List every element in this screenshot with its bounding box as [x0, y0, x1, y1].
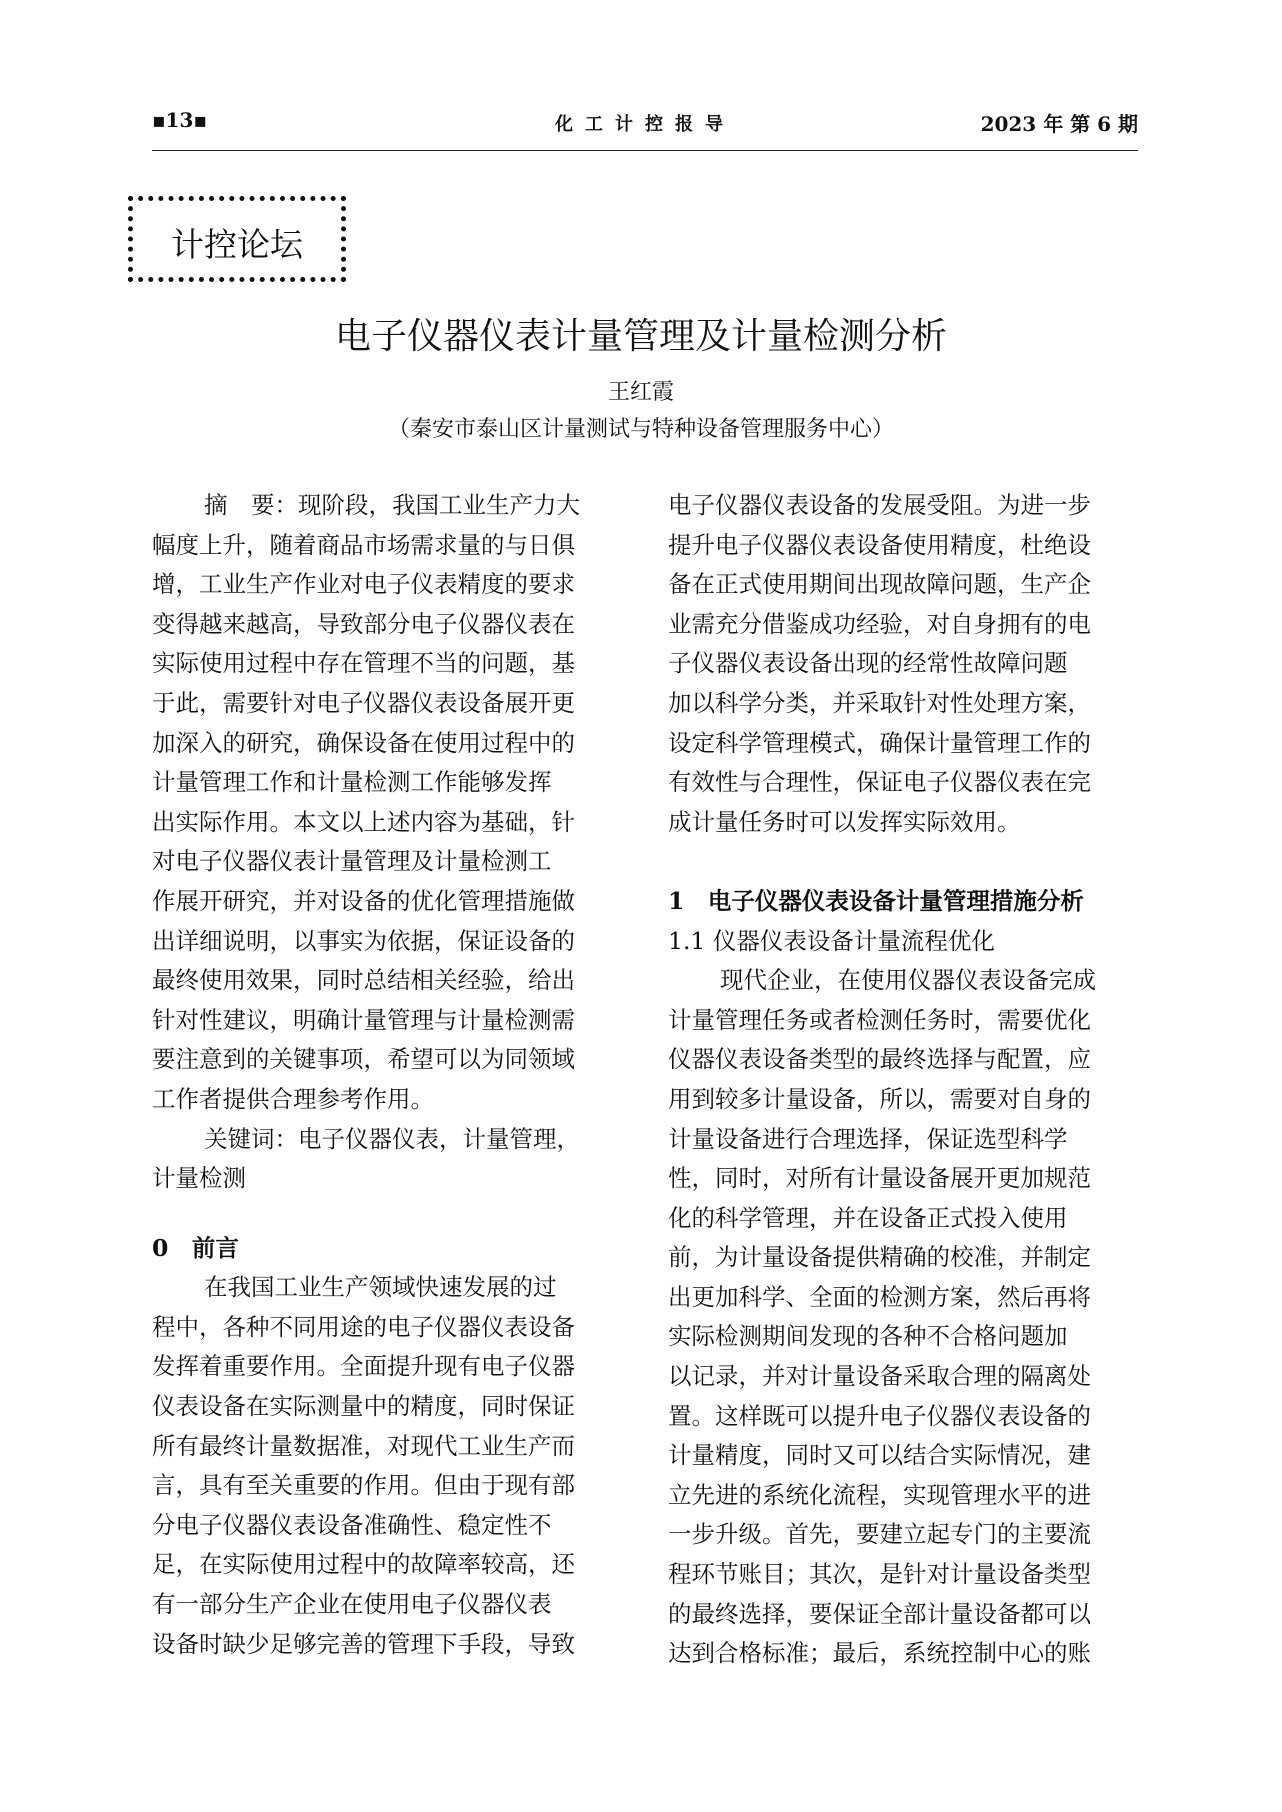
text-line: 仪表设备在实际测量中的精度，同时保证 — [152, 1392, 575, 1421]
text-line: 计量精度，同时又可以结合实际情况，建 — [668, 1441, 1091, 1470]
journal-name: 化工计控报导 — [555, 114, 735, 135]
text-line: 计量管理工作和计量检测工作能够发挥 — [152, 768, 552, 797]
text-line: 的最终选择，要保证全部计量设备都可以 — [668, 1599, 1091, 1628]
text-line: 分电子仪器仪表设备准确性、稳定性不 — [152, 1510, 552, 1539]
text-line: 在我国工业生产领域快速发展的过 — [204, 1273, 557, 1302]
text-line: 足，在实际使用过程中的故障率较高，还 — [152, 1550, 575, 1579]
text-line: 仪器仪表设备类型的最终选择与配置，应 — [668, 1045, 1091, 1074]
subsection-heading-1-1: 1.1 仪器仪表设备计量流程优化 — [668, 926, 995, 955]
spacer — [668, 842, 1138, 882]
text-line: 变得越来越高，导致部分电子仪器仪表在 — [152, 609, 575, 638]
text-line: 发挥着重要作用。全面提升现有电子仪器 — [152, 1352, 575, 1381]
text-line: 实际检测期间发现的各种不合格问题加 — [668, 1322, 1068, 1351]
section-heading-1: 1 电子仪器仪表设备计量管理措施分析 — [668, 886, 1084, 915]
text-line: 出更加科学、全面的检测方案，然后再将 — [668, 1282, 1091, 1311]
text-line: 用到较多计量设备，所以，需要对自身的 — [668, 1084, 1091, 1113]
text-line: 加以科学分类，并采取针对性处理方案， — [668, 688, 1091, 717]
text-line: 出实际作用。本文以上述内容为基础，针 — [152, 807, 575, 836]
text-line: 计量管理任务或者检测任务时，需要优化 — [668, 1005, 1091, 1034]
text-line: 子仪器仪表设备出现的经常性故障问题 — [668, 649, 1068, 678]
text-line: 成计量任务时可以发挥实际效用。 — [668, 807, 1021, 836]
text-line: 设定科学管理模式，确保计量管理工作的 — [668, 728, 1091, 757]
article-title: 电子仪器仪表计量管理及计量检测分析 — [334, 316, 947, 357]
text-line: 性，同时，对所有计量设备展开更加规范 — [668, 1164, 1091, 1193]
left-column — [152, 486, 622, 1664]
text-line: 最终使用效果，同时总结相关经验，给出 — [152, 966, 575, 995]
text-line: 要注意到的关键事项，希望可以为同领域 — [152, 1045, 575, 1074]
text-line: 加深入的研究，确保设备在使用过程中的 — [152, 728, 575, 757]
text-line: 现代企业，在使用仪器仪表设备完成 — [720, 966, 1096, 995]
text-line: 增，工业生产作业对电子仪表精度的要求 — [152, 570, 575, 599]
text-line: 业需充分借鉴成功经验，对自身拥有的电 — [668, 609, 1091, 638]
text-line: 言，具有至关重要的作用。但由于现有部 — [152, 1471, 575, 1500]
text-line: 设备时缺少足够完善的管理下手段，导致 — [152, 1629, 575, 1658]
spacer — [152, 1199, 622, 1229]
section-label: 计控论坛 — [171, 225, 303, 264]
text-line: 程中，各种不同用途的电子仪器仪表设备 — [152, 1312, 575, 1341]
text-line: 以记录，并对计量设备采取合理的隔离处 — [668, 1362, 1091, 1391]
text-line: 实际使用过程中存在管理不当的问题，基 — [152, 649, 575, 678]
text-line: 于此，需要针对电子仪器仪表设备展开更 — [152, 688, 575, 717]
text-line: 一步升级。首先，要建立起专门的主要流 — [668, 1520, 1091, 1549]
page-number: ▪13▪ — [152, 108, 207, 132]
text-line: 置。这样既可以提升电子仪器仪表设备的 — [668, 1401, 1091, 1430]
text-line: 程环节账目；其次，是针对计量设备类型 — [668, 1560, 1091, 1589]
text-line: 备在正式使用期间出现故障问题，生产企 — [668, 570, 1091, 599]
text-line: 工作者提供合理参考作用。 — [152, 1084, 434, 1113]
issue-info: 2023 年 第 6 期 — [980, 112, 1138, 136]
text-line: 有一部分生产企业在使用电子仪器仪表 — [152, 1590, 552, 1619]
text-line: 出详细说明，以事实为依据，保证设备的 — [152, 926, 575, 955]
page-header — [152, 106, 1138, 151]
text-line: 化的科学管理，并在设备正式投入使用 — [668, 1203, 1068, 1232]
text-line: 针对性建议，明确计量管理与计量检测需 — [152, 1005, 575, 1034]
text-line: 所有最终计量数据准，对现代工业生产而 — [152, 1431, 575, 1460]
text-line: 计量设备进行合理选择，保证选型科学 — [668, 1124, 1068, 1153]
right-column — [668, 486, 1138, 1674]
keywords-line: 计量检测 — [152, 1164, 246, 1193]
text-line: 作展开研究，并对设备的优化管理措施做 — [152, 886, 575, 915]
text-line: 前，为计量设备提供精确的校准，并制定 — [668, 1243, 1091, 1272]
text-line: 对电子仪器仪表计量管理及计量检测工 — [152, 847, 552, 876]
text-line: 电子仪器仪表设备的发展受阻。为进一步 — [668, 491, 1091, 519]
article-affiliation: （秦安市泰山区计量测试与特种设备管理服务中心） — [387, 417, 894, 442]
keywords-line: 关键词：电子仪器仪表，计量管理， — [204, 1124, 580, 1153]
article-author: 王红霞 — [607, 380, 674, 405]
text-line: 有效性与合理性，保证电子仪器仪表在完 — [668, 768, 1091, 797]
text-line: 摘 要：现阶段，我国工业生产力大 — [204, 491, 580, 519]
text-line: 立先进的系统化流程，实现管理水平的进 — [668, 1480, 1091, 1509]
text-line: 达到合格标准；最后，系统控制中心的账 — [668, 1639, 1091, 1668]
text-line: 幅度上升，随着商品市场需求量的与日俱 — [152, 530, 575, 559]
text-line: 提升电子仪器仪表设备使用精度，杜绝设 — [668, 530, 1091, 559]
section-heading-intro: 0 前言 — [152, 1233, 239, 1262]
section-label-box — [128, 196, 346, 282]
